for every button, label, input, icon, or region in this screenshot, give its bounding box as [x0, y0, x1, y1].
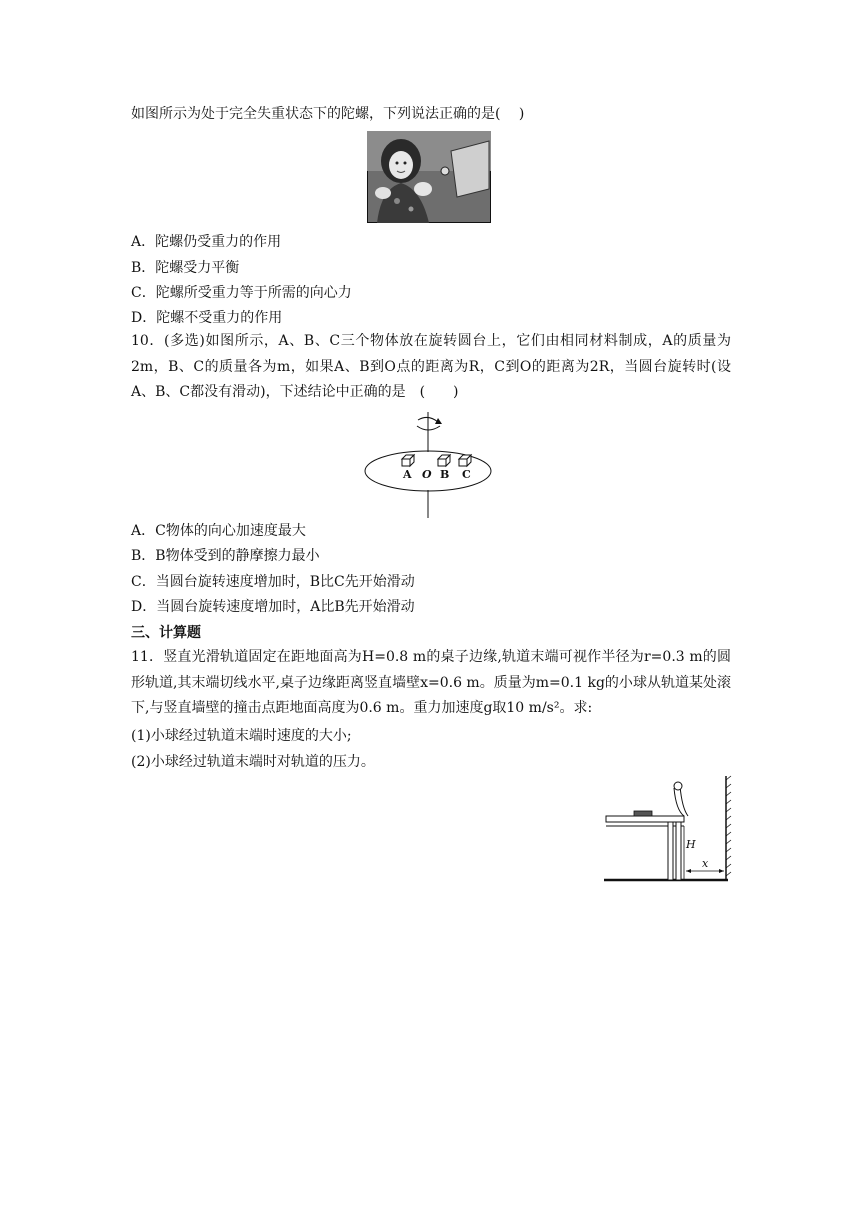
q9-option-a: A．陀螺仍受重力的作用: [131, 234, 282, 250]
q10-option-b: B．B物体受到的静摩擦力最小: [131, 548, 320, 564]
label-c: C: [462, 468, 471, 481]
q9-stem: 如图所示为处于完全失重状态下的陀螺，下列说法正确的是( ): [131, 106, 525, 122]
q10-option-a: A．C物体的向心加速度最大: [131, 523, 306, 539]
q9-option-b: B．陀螺受力平衡: [131, 260, 240, 276]
q10-option-c: C．当圆台旋转速度增加时，B比C先开始滑动: [131, 574, 415, 590]
q10-stem: 10．(多选)如图所示，A、B、C三个物体放在旋转圆台上，它们由相同材料制成，A的质量为2m，B、C的质量各为m，如果A、B到O点的距离为R，C到O的距离为2R，当圆台旋转时(设A、B、C都没有滑动)，下述结论中正确的是 ( ): [131, 333, 731, 400]
spinning-top-photo: [367, 131, 491, 223]
label-a: A: [403, 468, 412, 481]
rotating-table-figure: [360, 412, 498, 518]
label-o: O: [422, 468, 432, 481]
label-b: B: [440, 468, 450, 481]
q9-option-d: D．陀螺不受重力的作用: [131, 310, 283, 326]
section-heading: 三、计算题: [131, 625, 201, 641]
label-x: x: [702, 857, 709, 870]
label-h: H: [686, 838, 696, 851]
q11-sub1: (1)小球经过轨道末端时速度的大小;: [131, 728, 352, 744]
table-track-figure: [604, 774, 732, 884]
q11-sub2: (2)小球经过轨道末端时对轨道的压力。: [131, 754, 375, 770]
q9-option-c: C．陀螺所受重力等于所需的向心力: [131, 285, 352, 301]
q10-option-d: D．当圆台旋转速度增加时，A比B先开始滑动: [131, 599, 415, 615]
q11-stem: 11．竖直光滑轨道固定在距地面高为H=0.8 m的桌子边缘,轨道末端可视作半径为r=0.3 m的圆形轨道,其末端切线水平,桌子边缘距离竖直墙壁x=0.6 m。质量为m=0.1 kg的小球从轨道某处滚下,与竖直墙壁的撞击点距地面高度为0.6 m。重力加速度g取10 m/s²。求:: [131, 649, 731, 716]
